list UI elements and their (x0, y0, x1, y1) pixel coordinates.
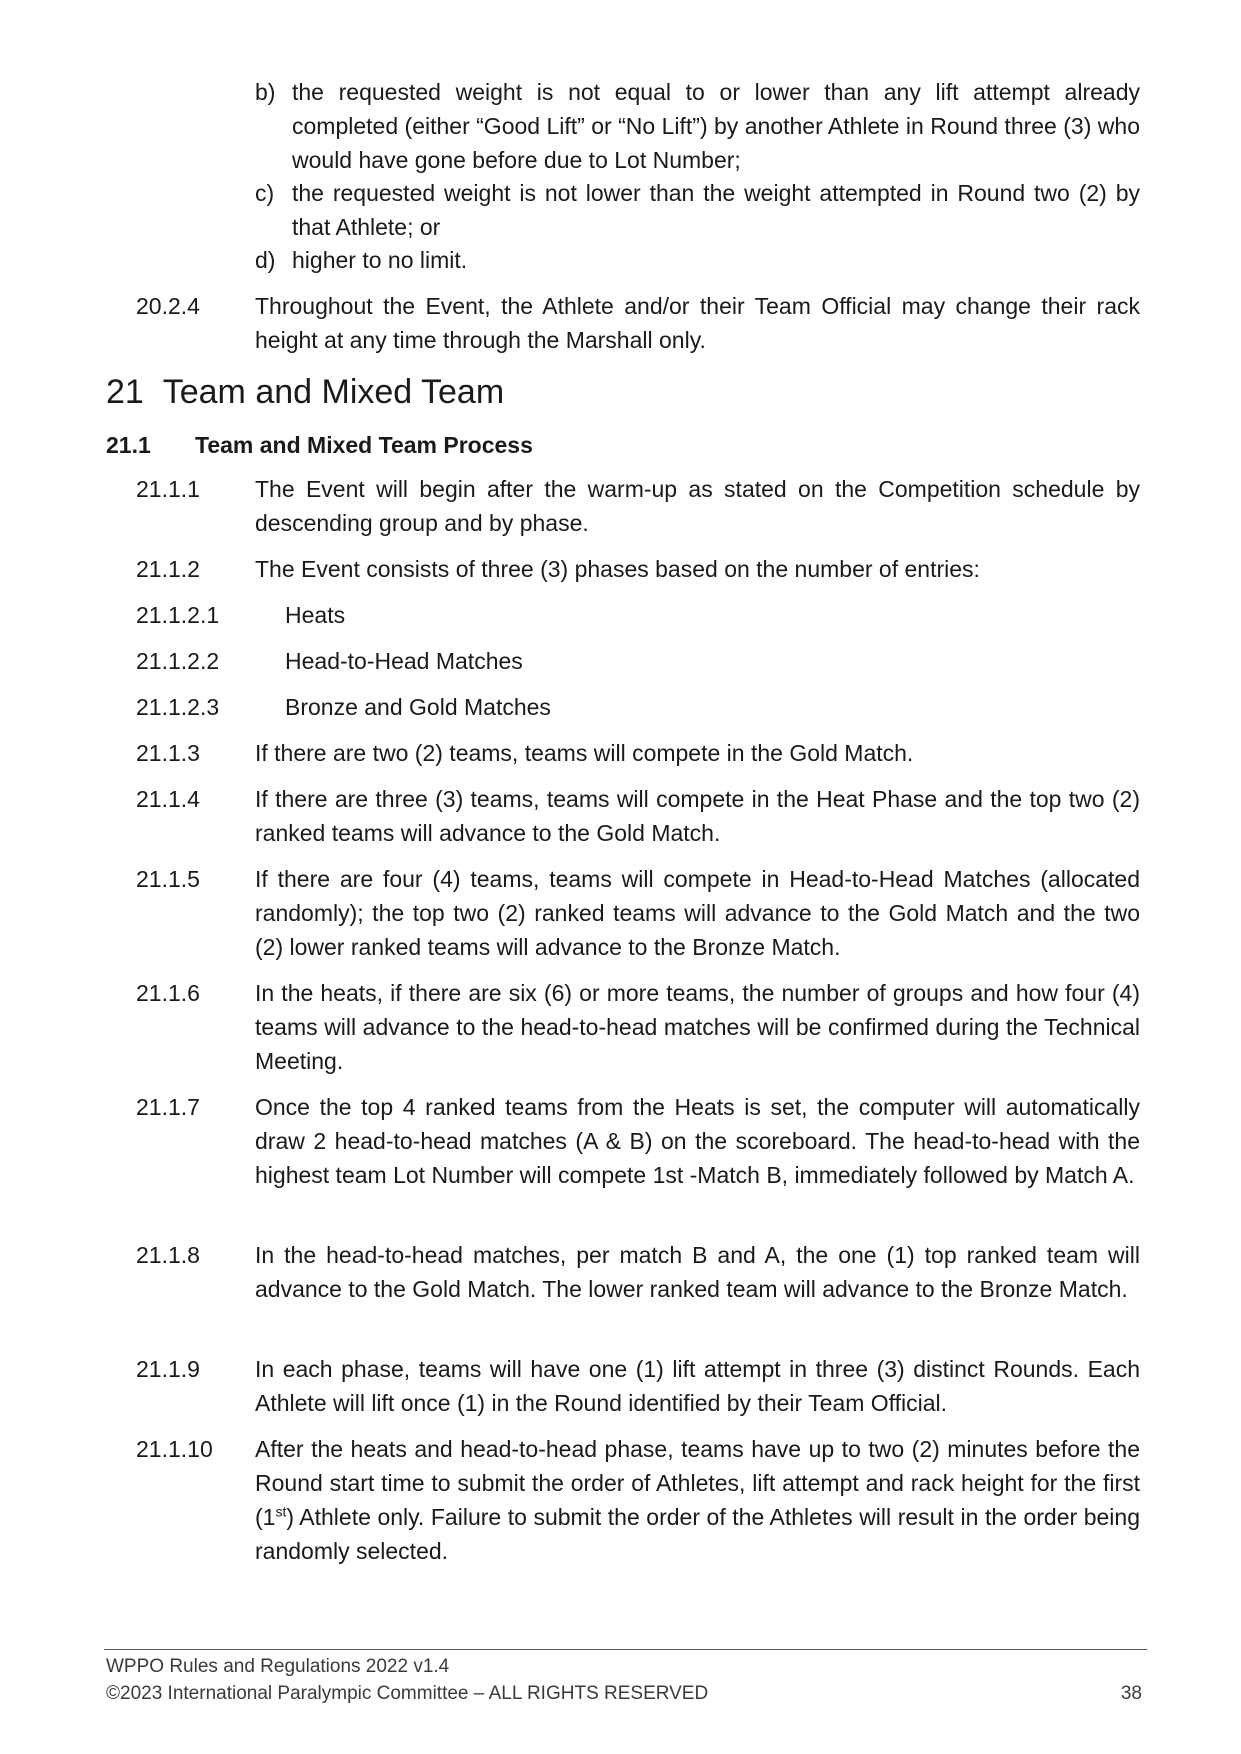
clause-number: 21.1.7 (136, 1094, 200, 1120)
footer-doc-title: WPPO Rules and Regulations 2022 v1.4 (106, 1656, 450, 1677)
clause-number: 21.1.3 (136, 740, 200, 766)
clause-text: Once the top 4 ranked teams from the Heats is set, the computer will automatically draw 2 head-to-head matches (A & B) on the scoreboard. The head-to-head with the highest team Lot Number will compete 1st -Match B, immediately followed by Match A. (255, 1094, 1140, 1188)
subsection-number: 21.1 (106, 432, 151, 458)
section-number: 21 (106, 373, 144, 411)
clause-text: If there are four (4) teams, teams will compete in Head-to-Head Matches (allocated randomly); the top two (2) ranked teams will advance to the Gold Match and the two (2) lower ranked teams will advance to the Bronze Match. (255, 866, 1140, 960)
page-number: 38 (1120, 1683, 1142, 1704)
clause-number: 21.1.2 (136, 556, 200, 582)
section-title: Team and Mixed Team (162, 373, 505, 411)
ordinal-superscript: st (275, 1503, 287, 1520)
clause-number: 21.1.2.1 (136, 602, 220, 628)
clause-text: If there are three (3) teams, teams will compete in the Heat Phase and the top two (2) ranked teams will advance to the Gold Match. (255, 786, 1140, 846)
list-item-text: higher to no limit. (292, 247, 468, 273)
clause-text: In each phase, teams will have one (1) lift attempt in three (3) distinct Rounds. Each Athlete will lift once (1) in the Round identified by their Team Official. (255, 1356, 1140, 1416)
list-item-text: the requested weight is not equal to or lower than any lift attempt already completed (either “Good Lift” or “No Lift”) by another Athlete in Round three (3) who would have gone before due to Lot Number; (292, 79, 1140, 173)
clause-number: 21.1.2.3 (136, 694, 220, 720)
clause-number: 21.1.1 (136, 476, 200, 502)
footer-divider (104, 1649, 1147, 1650)
clause-text: Heats (285, 602, 346, 628)
clause-number: 21.1.5 (136, 866, 200, 892)
footer-copyright: ©2023 International Paralympic Committee – ALL RIGHTS RESERVED (106, 1683, 709, 1704)
clause-number: 21.1.8 (136, 1242, 200, 1268)
subsection-title: Team and Mixed Team Process (195, 432, 533, 458)
clause-text: Bronze and Gold Matches (285, 694, 551, 720)
list-item-label: d) (255, 247, 276, 273)
clause-number: 21.1.10 (136, 1436, 213, 1462)
list-item-text: the requested weight is not lower than the weight attempted in Round two (2) by that Athlete; or (292, 180, 1140, 240)
clause-text: The Event consists of three (3) phases based on the number of entries: (255, 556, 980, 582)
clause-text: Throughout the Event, the Athlete and/or their Team Official may change their rack height at any time through the Marshall only. (255, 293, 1140, 353)
clause-text (255, 1432, 1140, 1568)
clause-number: 21.1.6 (136, 980, 200, 1006)
clause-text: In the head-to-head matches, per match B and A, the one (1) top ranked team will advance to the Gold Match. The lower ranked team will advance to the Bronze Match. (255, 1242, 1140, 1302)
clause-text-part: ) Athlete only. Failure to submit the order of the Athletes will result in the order being randomly selected. (255, 1504, 1140, 1564)
section-heading (106, 370, 504, 414)
clause-text-part: After the heats and head-to-head phase, teams have up to two (2) minutes before the Round start time to submit the order of Athletes, lift attempt and rack height for the first (1 (255, 1436, 1140, 1530)
clause-number: 21.1.4 (136, 786, 200, 812)
clause-number: 21.1.2.2 (136, 648, 220, 674)
clause-text: Head-to-Head Matches (285, 648, 523, 674)
list-item-label: b) (255, 79, 276, 105)
clause-text: In the heats, if there are six (6) or more teams, the number of groups and how four (4) teams will advance to the head-to-head matches will be confirmed during the Technical Meeting. (255, 980, 1140, 1074)
list-item-label: c) (255, 180, 275, 206)
clause-text: The Event will begin after the warm-up as stated on the Competition schedule by descending group and by phase. (255, 476, 1140, 536)
clause-text: If there are two (2) teams, teams will compete in the Gold Match. (255, 740, 914, 766)
clause-number: 21.1.9 (136, 1356, 200, 1382)
clause-number: 20.2.4 (136, 293, 200, 319)
